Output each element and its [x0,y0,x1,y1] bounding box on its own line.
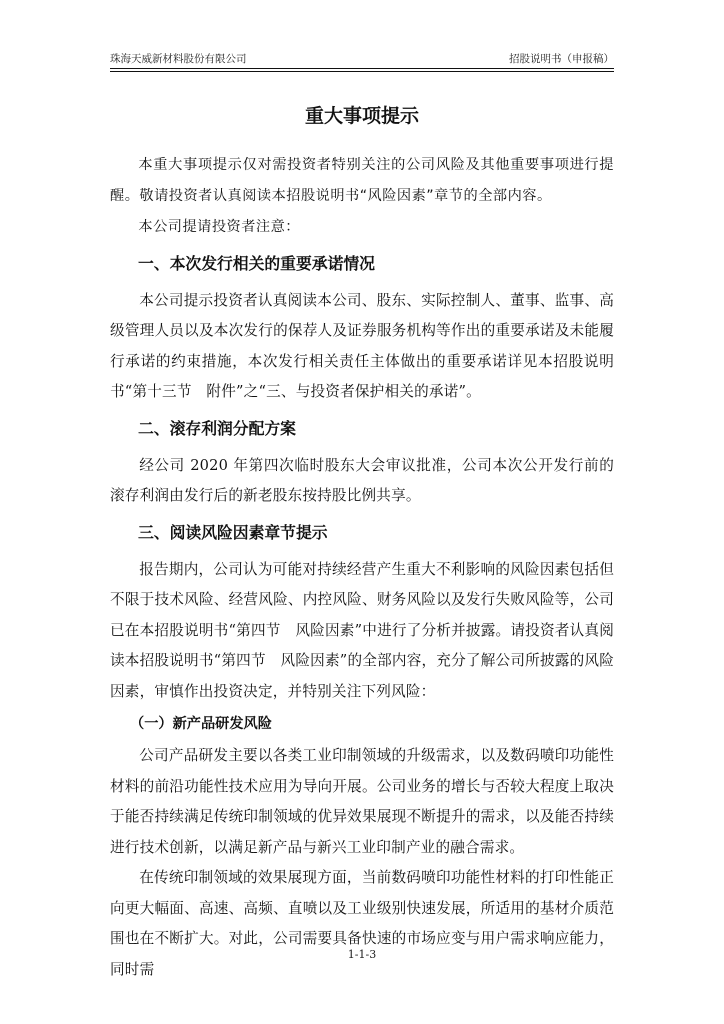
page-number: 1-1-3 [347,948,377,961]
section-heading-profit-distribution: 二、滚存利润分配方案 [138,418,296,438]
header-rule-thick [110,68,614,69]
page-title: 重大事项提示 [304,105,419,127]
header-company-name: 珠海天威新材料股份有限公司 [110,53,247,65]
page-header [110,50,614,68]
section-paragraph: 报告期内，公司认为可能对持续经营产生重大不利影响的风险因素包括但不限于技术风险、经营风险、内控风险、财务风险以及发行失败风险等，公司已在本招股说明书“第四节 风险因素”中进行了分析并披露。请投资者认真阅读本招股说明书“第四节 风险因素”的全部内容，充分了解公司所披露的风险因素，审慎作出投资决定，并特别关注下列风险： [110,560,614,700]
header-rule-thin [110,71,614,72]
subsection-paragraph: 在传统印制领域的效果展现方面，当前数码喷印功能性材料的打印性能正向更大幅面、高速、高频、直喷以及工业级别快速发展，所适用的基材介质范围也在不断扩大。对此，公司需要具备快速的市场应变与用户需求响应能力，同时需 [110,869,614,978]
header-document-type: 招股说明书（申报稿） [509,53,614,65]
intro-paragraph: 本重大事项提示仅对需投资者特别关注的公司风险及其他重要事项进行提醒。敬请投资者认真阅读本招股说明书“风险因素”章节的全部内容。 [110,157,614,204]
subsection-heading-new-product-rd-risk: （一）新产品研发风险 [130,716,272,732]
section-heading-commitments: 一、本次发行相关的重要承诺情况 [138,253,375,273]
subsection-paragraph: 公司产品研发主要以各类工业印制领域的升级需求，以及数码喷印功能性材料的前沿功能性技术应用为导向开展。公司业务的增长与否较大程度上取决于能否持续满足传统印制领域的优异效果展现不断提升的需求，以及能否持续进行技术创新，以满足新产品与新兴工业印制产业的融合需求。 [110,747,614,856]
intro-notice: 本公司提请投资者注意： [138,219,300,235]
section-heading-risk-factors: 三、阅读风险因素章节提示 [138,522,328,542]
document-body [110,150,614,985]
section-paragraph: 经公司 2020 年第四次临时股东大会审议批准，公司本次公开发行前的滚存利润由发行后的新老股东按持股比例共享。 [110,456,614,504]
section-paragraph: 本公司提示投资者认真阅读本公司、股东、实际控制人、董事、监事、高级管理人员以及本次发行的保荐人及证券服务机构等作出的重要承诺及未能履行承诺的约束措施，本次发行相关责任主体做出的重要承诺详见本招股说明书“第十三节 附件”之“三、与投资者保护相关的承诺”。 [110,291,614,400]
